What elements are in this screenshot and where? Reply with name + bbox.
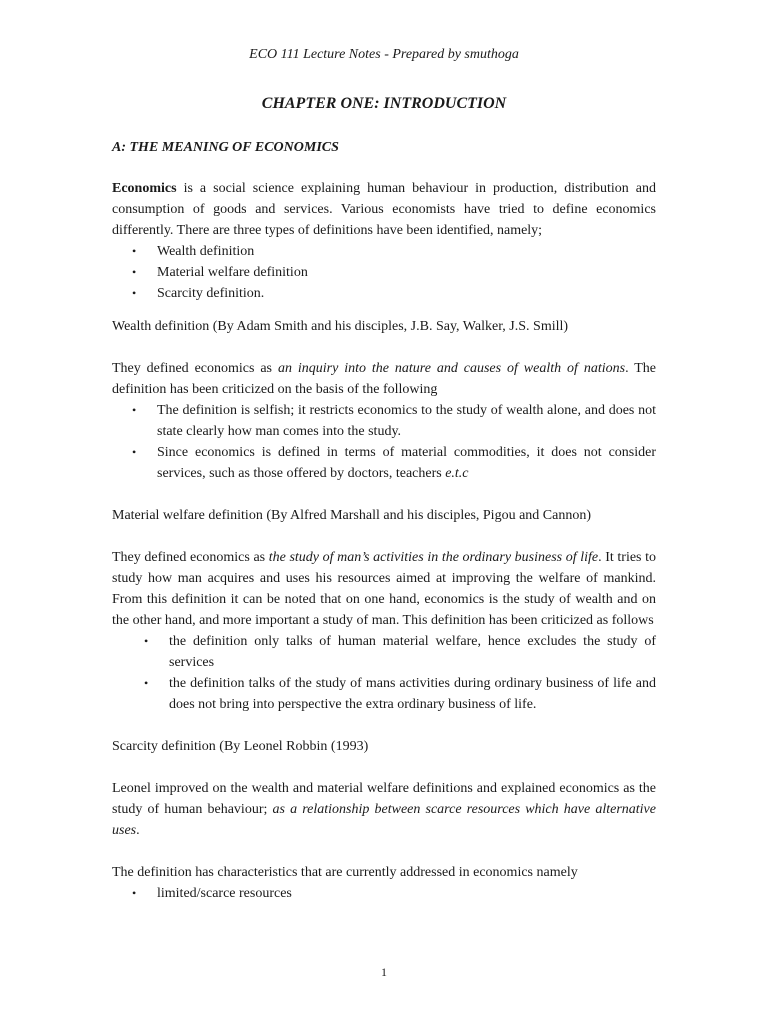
wealth-criticisms-list (112, 400, 656, 484)
list-item-emphasis: e.t.c (445, 466, 469, 481)
economics-intro-text: is a social science explaining human behaviour in production, distribution and consumption of goods and services. Various economists have tried to define economics differently. There are three types of definitions have been identified, namely; (112, 181, 656, 238)
bullet-icon: • (144, 676, 149, 690)
scarcity-definition-emphasis: as a relationship between scarce resources which have alternative uses (112, 802, 656, 838)
bullet-icon: • (132, 445, 137, 459)
economics-term: Economics (112, 181, 177, 196)
scarcity-definition-heading: Scarcity definition (By Leonel Robbin (1993) (112, 739, 369, 754)
list-item-text: The definition is selfish; it restricts economics to the study of wealth alone, and does not state clearly how man comes into the study. (157, 403, 656, 439)
bullet-icon: • (132, 244, 137, 258)
list-item-text: Scarcity definition. (157, 286, 265, 301)
chapter-title: CHAPTER ONE: INTRODUCTION (261, 95, 507, 112)
wealth-definition-paragraph: They defined economics as an inquiry into the nature and causes of wealth of nations. The definition has been criticized on the basis of the following (112, 361, 657, 397)
list-item (112, 262, 656, 283)
bullet-icon: • (144, 634, 149, 648)
running-header: ECO 111 Lecture Notes - Prepared by smuthoga (249, 47, 519, 62)
scarcity-definition-paragraph: Leonel improved on the wealth and material welfare definitions and explained economics as the study of human behaviour; as a relationship between scarce resources which have alternative uses. (112, 781, 656, 838)
characteristics-intro: The definition has characteristics that are currently addressed in economics namely (112, 865, 578, 880)
list-item-text: limited/scarce resources (157, 886, 292, 901)
list-item (112, 673, 656, 715)
economics-intro-paragraph (112, 178, 656, 241)
bullet-icon: • (132, 403, 137, 417)
page-number: 1 (381, 965, 387, 979)
wealth-definition-heading: Wealth definition (By Adam Smith and his disciples, J.B. Say, Walker, J.S. Smill) (112, 319, 569, 334)
characteristics-list (112, 883, 656, 904)
page-content (112, 137, 656, 904)
bullet-icon: • (132, 286, 137, 300)
list-item (112, 241, 656, 262)
list-item (112, 442, 656, 484)
welfare-criticisms-list (112, 631, 656, 715)
material-welfare-emphasis: the study of man’s activities in the ordinary business of life (268, 550, 599, 565)
list-item-text: the definition only talks of human material welfare, hence excludes the study of services (169, 634, 656, 670)
material-welfare-paragraph: They defined economics as the study of man’s activities in the ordinary business of life. It tries to study how man acquires and uses his resources aimed at improving the welfare of mankind. From this definition it can be noted that on one hand, economics is the study of wealth and on the other hand, and more important a study of man. This definition has been criticized as follows (112, 550, 657, 628)
list-item (112, 631, 656, 673)
list-item-text: Wealth definition (157, 244, 255, 259)
list-item-text: Since economics is defined in terms of material commodities, it does not consider services, such as those offered by doctors, teachers (157, 445, 656, 481)
list-item (112, 400, 656, 442)
bullet-icon: • (132, 886, 137, 900)
section-heading: A: THE MEANING OF ECONOMICS (112, 140, 339, 155)
list-item-text: the definition talks of the study of mans activities during ordinary business of life and does not bring into perspective the extra ordinary business of life. (169, 676, 656, 712)
bullet-icon: • (132, 265, 137, 279)
list-item (112, 883, 656, 904)
material-welfare-heading: Material welfare definition (By Alfred Marshall and his disciples, Pigou and Cannon) (112, 508, 592, 523)
list-item-text: Material welfare definition (157, 265, 308, 280)
list-item (112, 283, 656, 304)
definition-types-list (112, 241, 656, 304)
wealth-definition-emphasis: an inquiry into the nature and causes of wealth of nations (277, 361, 626, 376)
